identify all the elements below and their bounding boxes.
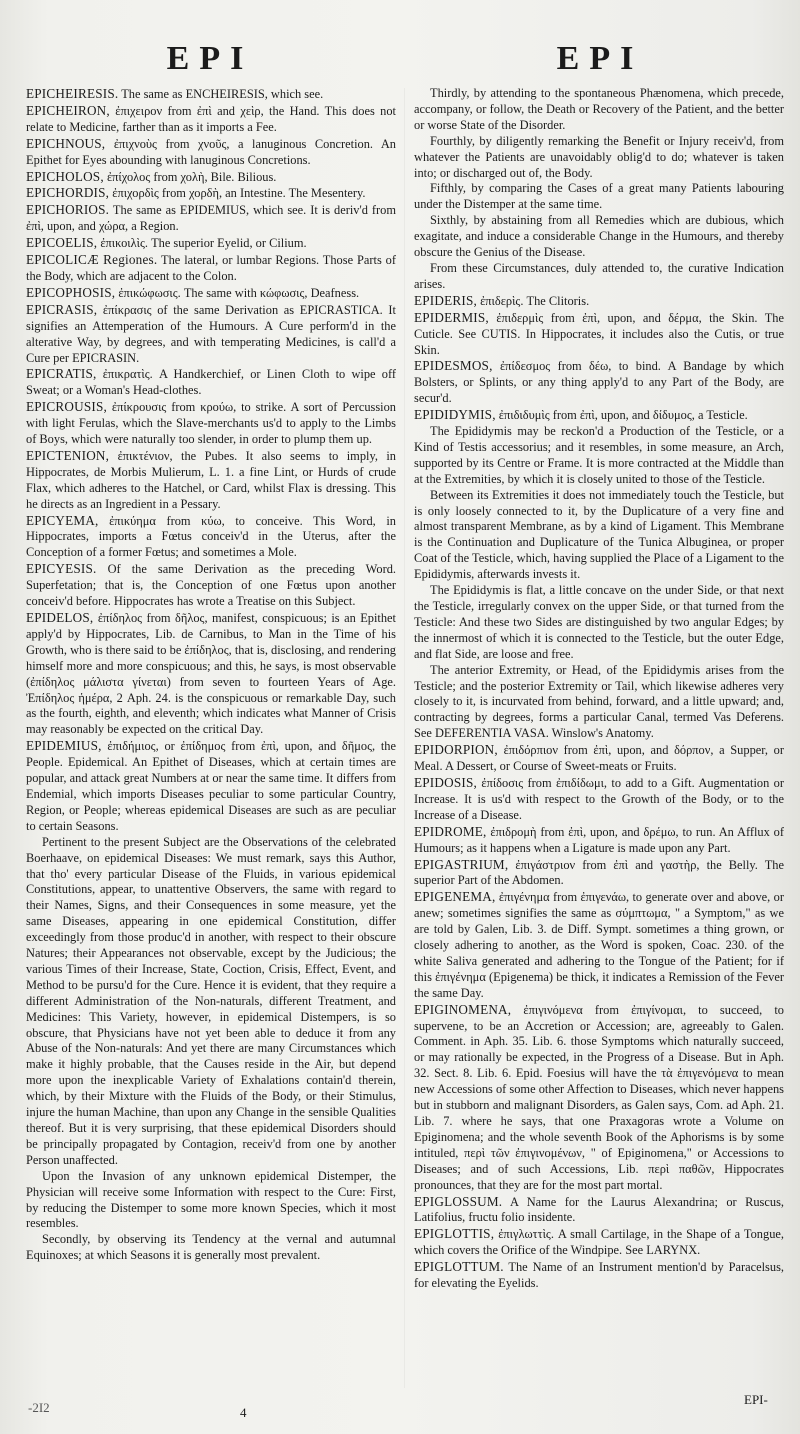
entry-headword: EPICOLICÆ Regiones.	[26, 252, 158, 268]
dictionary-entry	[414, 1002, 784, 1194]
entry-paragraph	[414, 134, 784, 182]
entry-text: ἐπιγλωττὶς. A small Cartilage, in the Shape of a Tongue, which covers the Orifice of the Windpipe. See LARYNX.	[414, 1227, 784, 1258]
entry-headword: EPIDERIS,	[414, 292, 477, 308]
entry-text: ἐπίκρασις of the same Derivation as EPICRASTICA. It signifies an Attemperation of the Humours. A Cure perform'd in the alterative Way, by degrees, and with temperating Medicines, is call'd a Cure per EPICRASIN.	[26, 302, 396, 365]
entry-text: The anterior Extremity, or Head, of the Epididymis arises from the Testicle; and the posterior Extremity or Tail, which likewise adheres very closely to it, is incurvated from behind, forward, and a little upward; and, contracting by degrees, forms a particular Canal, termed Vas Deferens. See DEFERENTIA VASA. Winslow's Anatomy.	[414, 662, 784, 741]
entry-headword: EPIDELOS,	[26, 610, 94, 625]
entry-text: Fourthly, by diligently remarking the Benefit or Injury receiv'd, from whatever the Patients are unavoidably oblig'd to do; whatever is taken into; or discharged out of, the Body.	[414, 133, 784, 180]
page-number: 4	[240, 1405, 247, 1420]
dictionary-entry	[26, 235, 396, 252]
entry-text: ἐπικύημα from κύω, to conceive. This Word, in Hippocrates, imports a Fœtus conceiv'd in the Uterus, after the Conception of a former Fœtus; and sometimes a Mole.	[26, 513, 396, 560]
entry-paragraph	[414, 86, 784, 134]
entry-text: ἐπιδρομὴ from ἐπὶ, upon, and δρέμω, to run. An Afflux of Humours; as it happens when a Ligature is made upon any Part.	[414, 824, 784, 855]
entry-text: Secondly, by observing its Tendency at the vernal and autumnal Equinoxes; at which Seasons it is generally most prevalent.	[26, 1232, 396, 1263]
entry-headword: EPIGLOTTUM.	[414, 1259, 504, 1275]
dictionary-entry	[26, 399, 396, 448]
running-head-left: EPI	[166, 40, 254, 77]
entry-text: ἐπικτένιον, the Pubes. It also seems to imply, in Hippocrates, de Morbis Mulierum, L. 1. a fine Lint, or Hurds of crude Flax, which adheres to the Hatchel, or Card, whilst Flax is dressing. This he directs as an Ingredient in a Pessary.	[26, 448, 396, 511]
dictionary-entry	[26, 185, 396, 202]
entry-text: Fifthly, by comparing the Cases of a great many Patients labouring under the Distemper at the same time.	[414, 181, 784, 212]
footer-mark: -2I2	[28, 1400, 50, 1415]
dictionary-entry	[26, 285, 396, 302]
entry-text: The same as EPIDEMIUS, which see. It is deriv'd from ἐπὶ, upon, and χώρα, a Region.	[26, 203, 396, 234]
entry-text: ἐπιχειρον from ἐπὶ and χεὶρ, the Hand. This does not relate to Medicine, farther than as it imports a Fee.	[26, 103, 396, 134]
entry-headword: EPIGENEMA,	[414, 889, 496, 905]
entry-text: Of the same Derivation as the preceding Word. Superfetation; that is, the Conception of one Fœtus upon another conceiv'd before. Hippocrates has wrote a Treatise on this Subject.	[26, 562, 396, 609]
dictionary-entry	[26, 252, 396, 285]
entry-headword: EPICHNOUS,	[26, 135, 106, 151]
dictionary-entry	[414, 775, 784, 824]
entry-headword: EPIDEMIUS,	[26, 738, 102, 754]
entry-paragraph	[414, 488, 784, 583]
entry-text: ἐπιχνοὺς from χνοῦς, a lanuginous Concretion. An Epithet for Eyes abounding with lanuginous Concretions.	[26, 136, 396, 167]
dictionary-entry	[414, 1194, 784, 1227]
entry-paragraph	[414, 261, 784, 293]
entry-paragraph	[26, 835, 396, 1169]
dictionary-entry	[414, 1226, 784, 1259]
entry-text: The Epididymis is flat, a little concave on the under Side, or that next the Testicle, irregularly convex on the upper Side, or that turned from the Testicle: And these two Sides are distinguished by two angular Edges; by the innermost of which it is connected to the Testicle, but the outer Edge, and flat Side, are loose and free.	[414, 583, 784, 661]
entry-text: ἐπιδιδυμὶς from ἐπὶ, upon, and δίδυμος, a Testicle.	[495, 408, 748, 423]
dictionary-entry	[26, 302, 396, 367]
entry-headword: EPICOELIS,	[26, 235, 98, 251]
running-head-right: EPI	[556, 40, 644, 77]
entry-paragraph	[26, 1232, 396, 1264]
entry-headword: EPIDESMOS,	[414, 358, 493, 374]
entry-text: ἐπικρατὶς. A Handkerchief, or Linen Cloth to wipe off Sweat; or a Woman's Head-clothes.	[26, 367, 396, 398]
entry-headword: EPICOPHOSIS,	[26, 284, 116, 300]
dictionary-entry	[414, 358, 784, 407]
entry-text: ἐπιχορδὶς from χορδὴ, an Intestine. The Mesentery.	[109, 186, 366, 201]
entry-headword: EPICROUSIS,	[26, 399, 107, 415]
entry-text: ἐπίχολος from χολὴ, Bile. Bilious.	[103, 169, 277, 184]
entry-text: Pertinent to the present Subject are the Observations of the celebrated Boerhaave, on epidemical Diseases: We must remark, says this Author, that tho' every particular Disease of the Fluids, in various epidemical Constitutions, appear, to unattentive Observers, the same with regard to their Names, Signs, and their Consequences in some measure, yet the same Diseases, appearing in one epidemical Constitution, differ exceedingly from those produc'd in another, with respect to their obscure Natures; their Appearances not observable, except by the Judicious; the various Times of their Increase, State, Coction, Crisis, Effect, Event, and Method to be pursu'd for the Cure. Hence it is evident, that they require a different Administration of the Non-naturals, different Treatment, and Medicines: This Variety, however, in epidemical Distempers, is so obscure, that Physicians have not yet been able to deduce it from any Abuse of the Non-naturals: And yet there are many Circumstances which make it highly probable, that the Causes reside in the Air, but depend more upon the inexplicable Variety of Exhalations contain'd therein, which, by their Mixture with the Fluids of the Body, or their Stimulus, injure the human Machine, than upon any Change in the sensible Qualities thereof. But it is very surprising, that these epidemical Disorders should be principally propagated by Contagion, receiv'd from one by another Person unaffected.	[26, 834, 396, 1167]
dictionary-entry	[26, 448, 396, 513]
dictionary-entry	[414, 742, 784, 775]
dictionary-entry	[414, 310, 784, 359]
entry-text: The lateral, or lumbar Regions. Those Parts of the Body, which are adjacent to the Colon.	[26, 253, 396, 283]
entry-text: ἐπιδερμὶς from ἐπὶ, upon, and δέρμα, the Skin. The Cuticle. See CUTIS. In Hippocrates, it includes also the Cutis, or true Skin.	[414, 310, 784, 357]
entry-headword: EPICHOLOS,	[26, 168, 104, 184]
dictionary-entry	[26, 169, 396, 186]
dictionary-entry	[414, 1259, 784, 1292]
entry-headword: EPIGLOTTIS,	[414, 1226, 495, 1242]
entry-headword: EPIDOSIS,	[414, 774, 477, 790]
entry-paragraph	[414, 424, 784, 488]
dictionary-entry	[414, 889, 784, 1001]
entry-headword: EPIGINOMENA,	[414, 1001, 512, 1017]
entry-headword: EPICHORDIS,	[26, 185, 110, 201]
left-column	[26, 86, 396, 1264]
entry-headword: EPICHORIOS.	[26, 202, 110, 218]
dictionary-entry	[414, 824, 784, 857]
entry-headword: EPICRASIS,	[26, 301, 98, 317]
entry-headword: EPIDIDYMIS,	[414, 407, 496, 423]
entry-headword: EPIDORPION,	[414, 742, 498, 758]
entry-headword: EPICHEIRON,	[26, 102, 110, 118]
entry-text: ἐπιγινόμενα from ἐπιγίνομαι, to succeed, to supervene, to be an Accretion or Accession; are, agreeably to Galen. Comment. in Aph. 35. Lib. 6. those Symptoms which naturally succeed, or may rationally be expected, in the Progress of a Disease. But in Aph. 32. Sect. 8. Lib. 6. Epid. Foesius will have the τὰ ἐπιγενόμενα to mean new Accessions of some other Affection to Diseases, which never happens but in stubborn and malignant Disorders, as Galen says, Com. ad Aph. 21. Lib. 7. where he says, that one Praxagoras wrote a Volume on Epiginomena; and the whole seventh Book of the Aphorisms is by some intituled, περὶ τῶν ἐπιγινομένων, " of Epiginomena," or Accessions to Diseases; and of such Accessions, Lib. περὶ παθῶν, Hippocrates pronounces, that they are for the most part mortal.	[414, 1002, 784, 1192]
entry-text: Thirdly, by attending to the spontaneous Phænomena, which precede, accompany, or follow, the Death or Recovery of the Patient, and the better or worse State of the Disorder.	[414, 86, 784, 132]
entry-text: From these Circumstances, duly attended to, the curative Indication arises.	[414, 260, 784, 291]
entry-text: ἐπίκρουσις from κρούω, to strike. A sort of Percussion with light Ferulas, which the Slave-merchants us'd to apply to the Limbs of Boys, which were naturally too slender, in order to plump them up.	[26, 400, 396, 447]
entry-headword: EPIDERMIS,	[414, 309, 489, 325]
dictionary-entry	[414, 857, 784, 890]
entry-text: ἐπίδοσις from ἐπιδίδωμι, to add to a Gift. Augmentation or Increase. It is us'd with respect to the Growth of the Body, or to the Increase of a Disease.	[414, 775, 784, 822]
dictionary-entry	[26, 610, 396, 738]
column-gutter	[404, 88, 405, 1388]
entry-text: Between its Extremities it does not immediately touch the Testicle, but is only loosely connected to it, by the Duplicature of a very fine and almost transparent Membrane, as by a kind of Ligament. This Membrane is the Continuation and Duplicature of the Tunica Albuginea, or proper Coat of the Testicle, which, having supplied the Place of a Ligament to the Epididymis, afterwards invests it.	[414, 487, 784, 582]
entry-headword: EPICRATIS,	[26, 366, 97, 382]
entry-text: ἐπίδεσμος from δέω, to bind. A Bandage by which Bolsters, or Splints, or any thing apply'd to any Part of the Body, are secur'd.	[414, 359, 784, 406]
entry-headword: EPICYESIS.	[26, 561, 97, 577]
entry-text: The Epididymis may be reckon'd a Production of the Testicle, or a Kind of Testis accessorius; and it resembles, in some measure, an Arch, supported by its Centre or Frame. It is more contracted at the Middle than at the Extremities, by which it is closely united to those of the Testicle.	[414, 424, 784, 486]
entry-text: ἐπιδήμιος, or ἐπίδημος from ἐπὶ, upon, and δῆμος, the People. Epidemical. An Epithet of Diseases, which at certain times are popular, and attack great Numbers at or near the same time. It differs from Endemial, which imports Diseases peculiar to some particular Country, Region, or People; whereas epidemical Diseases are such as are peculiar to certain Seasons.	[26, 739, 396, 833]
entry-paragraph	[414, 663, 784, 743]
dictionary-entry	[26, 513, 396, 562]
entry-text: ἐπιγάστριον from ἐπὶ and γαστὴρ, the Belly. The superior Part of the Abdomen.	[414, 857, 784, 888]
entry-text: ἐπικώφωσις. The same with κώφωσις, Deafness.	[115, 285, 360, 300]
entry-headword: EPICYEMA,	[26, 512, 99, 528]
entry-text: ἐπικοιλὶς. The superior Eyelid, or Cilium.	[97, 236, 307, 251]
entry-headword: EPICHEIRESIS.	[26, 86, 119, 101]
entry-paragraph	[414, 583, 784, 663]
entry-text: The same as ENCHEIRESIS, which see.	[118, 87, 324, 101]
entry-paragraph	[414, 213, 784, 261]
entry-text: Sixthly, by abstaining from all Remedies which are dubious, which exagitate, and induce a considerable Change in the Humours, and thereby obscure the Genius of the Disease.	[414, 213, 784, 260]
entry-text: ἐπίδηλος from δῆλος, manifest, conspicuous; is an Epithet apply'd by Hippocrates, Lib. de Carnibus, to Man in the Time of his Growth, who is there said to be ἐπίδηλος, that is, disclosing, and rendering himself more and more conspicuous; and this, he says, is most observable (ἐπίδηλος μάλιστα γίνεται) from seven to fourteen Years of Age. Ἐπίδηλος ἡμέρα, 2 Aph. 24. is the conspicuous or remarkable Day, such as the fourth, eighth, and eleventh; which indicates what Manner of Crisis may reasonably be expected on the critical Day.	[26, 611, 396, 737]
dictionary-entry	[26, 561, 396, 610]
entry-headword: EPIGASTRIUM,	[414, 856, 509, 872]
entry-text: ἐπιδόρπιον from ἐπὶ, upon, and δόρπον, a Supper, or Meal. A Dessert, or Course of Sweet-meats or Fruits.	[414, 743, 784, 774]
dictionary-entry	[26, 202, 396, 235]
dictionary-entry	[26, 136, 396, 169]
dictionary-entry	[414, 293, 784, 310]
entry-text: A Name for the Laurus Alexandrina; or Ruscus, Latifolius, fructu folio insidente.	[414, 1194, 784, 1225]
dictionary-entry	[414, 407, 784, 424]
dictionary-entry	[26, 366, 396, 399]
dictionary-entry	[26, 103, 396, 136]
dictionary-entry	[26, 86, 396, 103]
entry-text: ἐπιδερὶς. The Clitoris.	[476, 293, 590, 308]
entry-text: Upon the Invasion of any unknown epidemical Distemper, the Physician will receive some Information with respect to the Cure: First, by reducing the Distemper to some more known Species, which it most resembles.	[26, 1168, 396, 1231]
entry-headword: EPIGLOSSUM.	[414, 1193, 503, 1209]
right-column	[414, 86, 784, 1292]
entry-paragraph	[26, 1169, 396, 1233]
catchword: EPI-	[744, 1392, 768, 1407]
entry-paragraph	[414, 181, 784, 213]
entry-text: The Name of an Instrument mention'd by Paracelsus, for elevating the Eyelids.	[414, 1260, 784, 1291]
entry-headword: EPICTENION,	[26, 447, 110, 463]
entry-headword: EPIDROME,	[414, 823, 487, 839]
dictionary-entry	[26, 738, 396, 834]
entry-text: ἐπιγένημα from ἐπιγενάω, to generate over and above, or anew; sometimes signifies the same as σύμπτωμα, " a Symptom," as we are told by Galen, Lib. 3. de Diff. Sympt. sometimes a thing grown, or closely adhering to another, as the Word is spoken, Coac. 230. of the white Saliva generated and adhering to the Tongue of the Patient; for if this ἐπιγένημα (Epigenema) be thick, it indicates a Remission of the Fever the same Day.	[414, 890, 784, 1000]
